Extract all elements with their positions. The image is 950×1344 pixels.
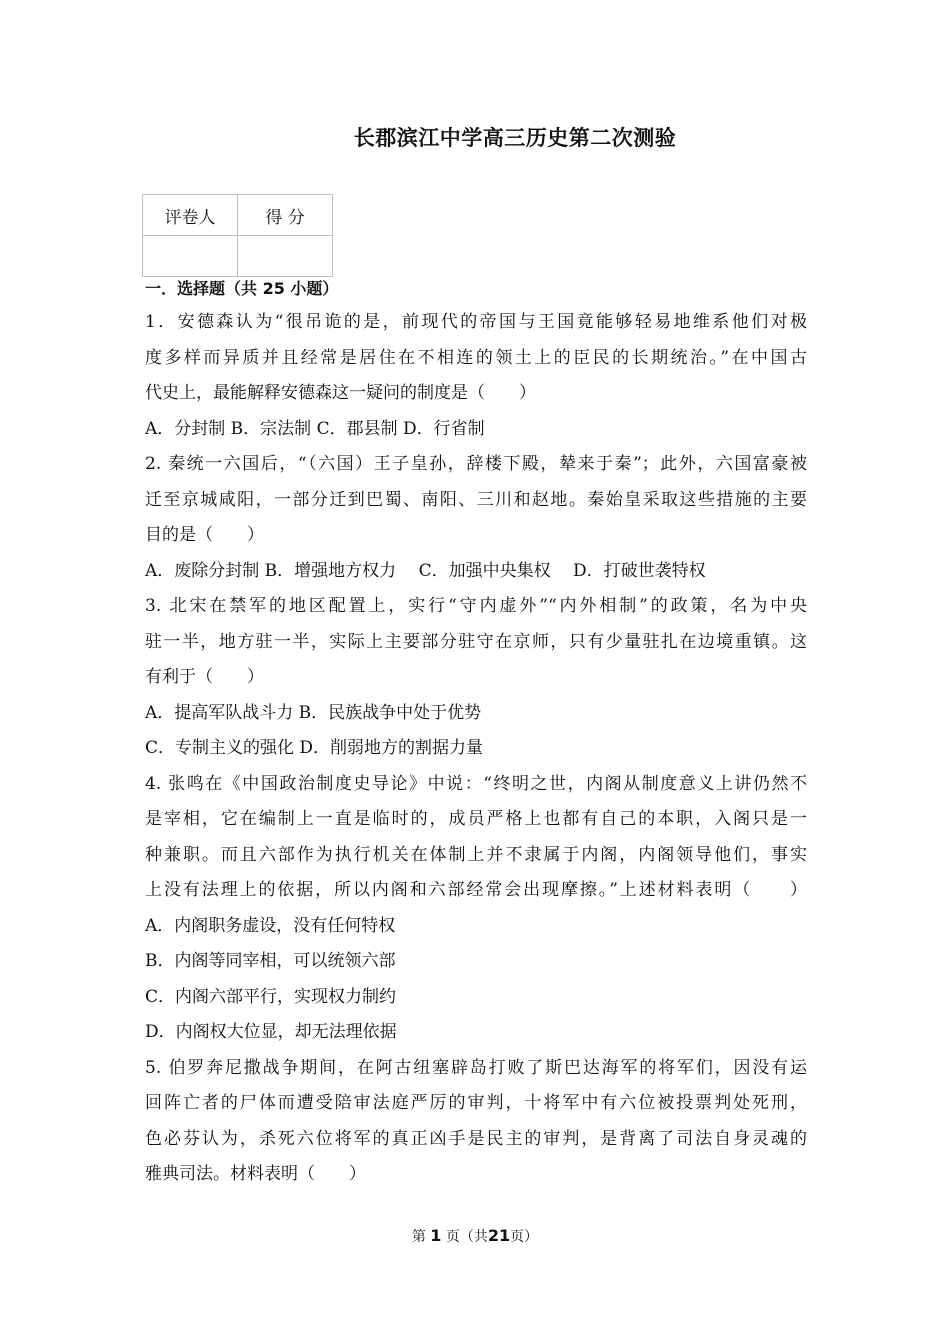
option-line: D．内阁权大位显，却无法理依据 xyxy=(145,1022,397,1042)
option-line: C．内阁六部平行，实现权力制约 xyxy=(145,986,397,1007)
text-line: 驻一半，地方驻一半，实际上主要部分驻守在京师，只有少量驻扎在边境重镇。这 xyxy=(145,631,807,652)
text-line: 1．安德森认为“很吊诡的是，前现代的帝国与王国竟能够轻易地维系他们对极 xyxy=(145,312,807,332)
grader-header: 评卷人 xyxy=(143,195,238,236)
option-line: C．专制主义的强化 D．削弱地方的割据力量 xyxy=(145,738,484,758)
text-line: 度多样而异质并且经常是居住在不相连的领土上的臣民的长期统治。”在中国古 xyxy=(145,347,807,368)
option-line: B．内阁等同宰相，可以统领六部 xyxy=(145,951,396,971)
text-line: 有利于（ ） xyxy=(145,667,264,687)
page-number: 1 xyxy=(430,1226,442,1245)
text-line: 色必芬认为，杀死六位将军的真正凶手是民主的审判，是背离了司法自身灵魂的 xyxy=(145,1128,807,1149)
text-line: 迁至京城咸阳，一部分迁到巴蜀、南阳、三川和赵地。秦始皇采取这些措施的主要 xyxy=(145,489,807,510)
text-line: 代史上，最能解释安德森这一疑问的制度是（ ） xyxy=(145,383,536,403)
text-line: 雅典司法。材料表明（ ） xyxy=(145,1164,366,1184)
text-line: 5. 伯罗奔尼撒战争期间，在阿古纽塞辟岛打败了斯巴达海军的将军们，因没有运 xyxy=(145,1057,807,1078)
text-line: 种兼职。而且六部作为执行机关在体制上并不隶属于内阁，内阁领导他们，事实 xyxy=(145,844,807,865)
option-line: A．分封制 B．宗法制 C．郡县制 D．行省制 xyxy=(145,418,485,439)
score-header: 得 分 xyxy=(238,195,333,236)
text-line: 是宰相，它在编制上一直是临时的，成员严格上也都有自己的本职，入阁只是一 xyxy=(145,809,807,829)
option-line: A．内阁职务虚设，没有任何特权 xyxy=(145,915,396,936)
text-line: 上没有法理上的依据，所以内阁和六部经常会出现摩擦。”上述材料表明（ ） xyxy=(145,880,807,900)
section-title: 一．选择题（共 25 小题） xyxy=(145,279,339,298)
question-body xyxy=(145,305,807,1193)
text-line: 2. 秦统一六国后，“（六国）王子皇孙，辞楼下殿，辇来于秦”；此外，六国富豪被 xyxy=(145,454,807,474)
page-title: 长郡滨江中学高三历史第二次测验 xyxy=(353,126,677,150)
option-line: A．提高军队战斗力 B．民族战争中处于优势 xyxy=(145,702,482,723)
page-footer xyxy=(0,1226,950,1246)
score-cell xyxy=(238,236,333,277)
text-line: 回阵亡者的尸体而遭受陪审法庭严厉的审判，十将军中有六位被投票判处死刑， xyxy=(145,1093,807,1113)
grader-cell xyxy=(143,236,238,277)
score-table xyxy=(142,194,333,277)
text-line: 3. 北宋在禁军的地区配置上，实行“守内虚外”“内外相制”的政策，名为中央 xyxy=(145,596,807,616)
page-total: 21 xyxy=(487,1226,511,1245)
footer-middle: 页（共 xyxy=(445,1229,488,1245)
text-line: 4. 张鸣在《中国政治制度史导论》中说：“终明之世，内阁从制度意义上讲仍然不 xyxy=(145,773,807,794)
option-line: A．废除分封制 B．增强地方权力 C．加强中央集权 D．打破世袭特权 xyxy=(145,560,706,581)
text-line: 目的是（ ） xyxy=(145,525,264,545)
footer-prefix: 第 xyxy=(411,1229,426,1245)
footer-suffix: 页） xyxy=(510,1229,539,1245)
